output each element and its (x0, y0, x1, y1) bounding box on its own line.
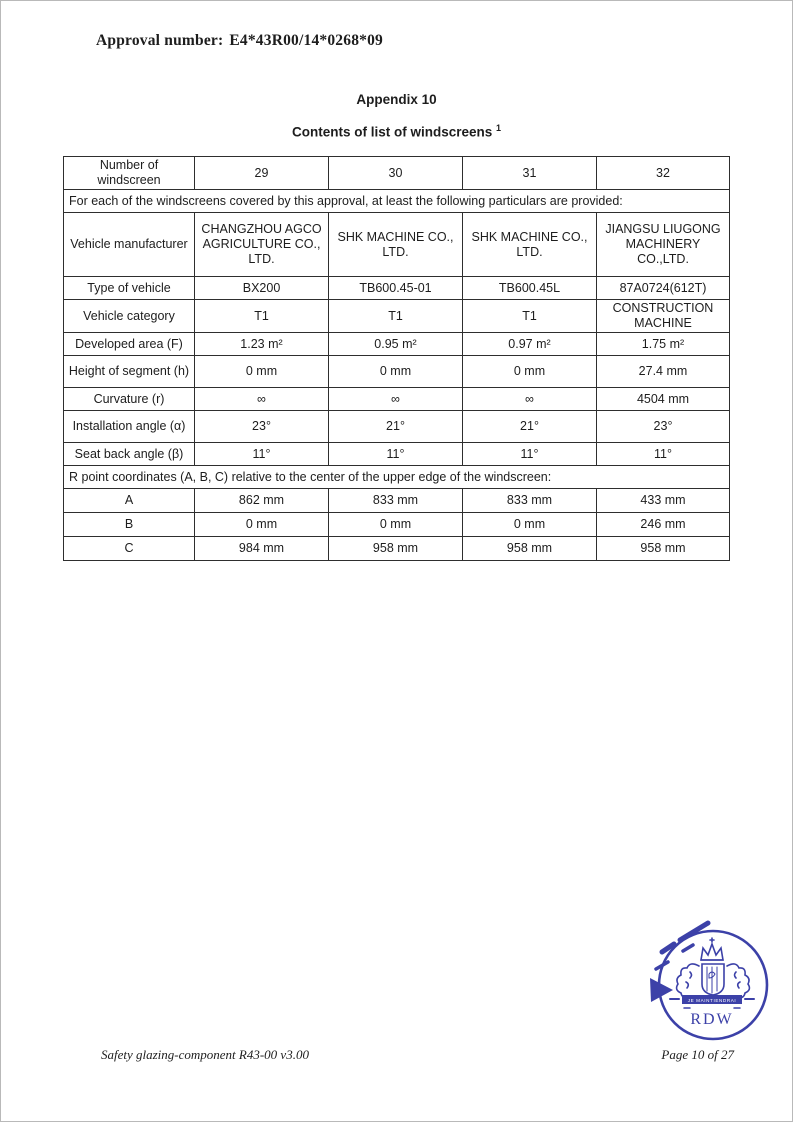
table-cell: 0.95 m² (329, 333, 463, 356)
table-cell: JIANGSU LIUGONG MACHINERY CO.,LTD. (597, 213, 730, 277)
table-cell: 21° (463, 411, 597, 443)
row-label: Number of windscreen (64, 157, 195, 190)
table-row (64, 411, 730, 443)
note-row (64, 190, 730, 213)
table-cell: 958 mm (463, 537, 597, 561)
table-row (64, 489, 730, 513)
table-row (64, 157, 730, 190)
subtitle-footnote-marker: 1 (496, 123, 502, 133)
footer-document-id: Safety glazing-component R43-00 v3.00 (101, 1047, 309, 1062)
table-cell: 1.75 m² (597, 333, 730, 356)
table-cell: 30 (329, 157, 463, 190)
note-row-text: For each of the windscreens covered by this approval, at least the following particulars are provided: (64, 190, 730, 213)
subtitle-text: Contents of list of windscreens (291, 124, 493, 140)
approval-number-value: E4*43R00/14*0268*09 (229, 32, 383, 49)
table-cell: ∞ (463, 388, 597, 411)
right-lion-icon (727, 964, 749, 998)
table-cell: 32 (597, 157, 730, 190)
row-label: C (64, 537, 195, 561)
table-cell: ∞ (195, 388, 329, 411)
windscreen-table-body (64, 157, 730, 561)
table-row (64, 300, 730, 333)
table-cell: SHK MACHINE CO., LTD. (329, 213, 463, 277)
table-row (64, 388, 730, 411)
shield-icon (702, 964, 724, 995)
windscreen-table (63, 156, 730, 561)
table-row (64, 333, 730, 356)
table-cell: 0 mm (329, 356, 463, 388)
table-row (64, 537, 730, 561)
table-cell: 833 mm (329, 489, 463, 513)
row-label: Seat back angle (β) (64, 443, 195, 466)
stamp-motto-text: JE MAINTIENDRAI (687, 998, 737, 1003)
table-cell: TB600.45-01 (329, 277, 463, 300)
table-cell: 433 mm (597, 489, 730, 513)
crown-icon (701, 938, 723, 960)
table-cell: 0 mm (463, 513, 597, 537)
table-cell: 11° (597, 443, 730, 466)
table-cell: 0 mm (329, 513, 463, 537)
table-cell: BX200 (195, 277, 329, 300)
row-label: Height of segment (h) (64, 356, 195, 388)
table-cell: T1 (463, 300, 597, 333)
table-cell: 1.23 m² (195, 333, 329, 356)
table-cell: 23° (195, 411, 329, 443)
left-lion-icon (677, 964, 699, 998)
row-label: Curvature (r) (64, 388, 195, 411)
table-cell: 0 mm (463, 356, 597, 388)
table-cell: 29 (195, 157, 329, 190)
footer-page-number: Page 10 of 27 (661, 1047, 734, 1062)
table-cell: ∞ (329, 388, 463, 411)
row-label: Type of vehicle (64, 277, 195, 300)
table-cell: 11° (463, 443, 597, 466)
table-cell: 11° (195, 443, 329, 466)
table-cell: 21° (329, 411, 463, 443)
r-point-row-text: R point coordinates (A, B, C) relative to the center of the upper edge of the windscreen: (64, 466, 730, 489)
appendix-title: Appendix 10 (356, 92, 437, 107)
table-cell: 23° (597, 411, 730, 443)
table-cell: 31 (463, 157, 597, 190)
table-cell: SHK MACHINE CO., LTD. (463, 213, 597, 277)
table-cell: T1 (195, 300, 329, 333)
table-cell: 27.4 mm (597, 356, 730, 388)
row-label: Developed area (F) (64, 333, 195, 356)
table-cell: 4504 mm (597, 388, 730, 411)
row-label: Installation angle (α) (64, 411, 195, 443)
document-subtitle (1, 123, 792, 140)
table-cell: 0 mm (195, 513, 329, 537)
table-cell: 11° (329, 443, 463, 466)
r-point-row (64, 466, 730, 489)
table-cell: 833 mm (463, 489, 597, 513)
row-label: A (64, 489, 195, 513)
table-row (64, 513, 730, 537)
table-cell: 958 mm (597, 537, 730, 561)
table-cell: 984 mm (195, 537, 329, 561)
table-row (64, 443, 730, 466)
table-row (64, 277, 730, 300)
table-cell: CONSTRUCTION MACHINE (597, 300, 730, 333)
table-cell: 862 mm (195, 489, 329, 513)
table-cell: 87A0724(612T) (597, 277, 730, 300)
table-row (64, 213, 730, 277)
table-cell: 0 mm (195, 356, 329, 388)
row-label: B (64, 513, 195, 537)
approval-number-line (96, 32, 383, 50)
row-label: Vehicle category (64, 300, 195, 333)
table-cell: 958 mm (329, 537, 463, 561)
stamp-organization-text: RDW (690, 1011, 734, 1028)
row-label: Vehicle manufacturer (64, 213, 195, 277)
table-cell: T1 (329, 300, 463, 333)
rdw-stamp (646, 918, 778, 1050)
approval-number-label: Approval number: (96, 32, 224, 49)
table-cell: 0.97 m² (463, 333, 597, 356)
table-row (64, 356, 730, 388)
signature-strokes-icon (650, 923, 708, 1002)
table-cell: 246 mm (597, 513, 730, 537)
table-cell: CHANGZHOU AGCO AGRICULTURE CO., LTD. (195, 213, 329, 277)
table-cell: TB600.45L (463, 277, 597, 300)
